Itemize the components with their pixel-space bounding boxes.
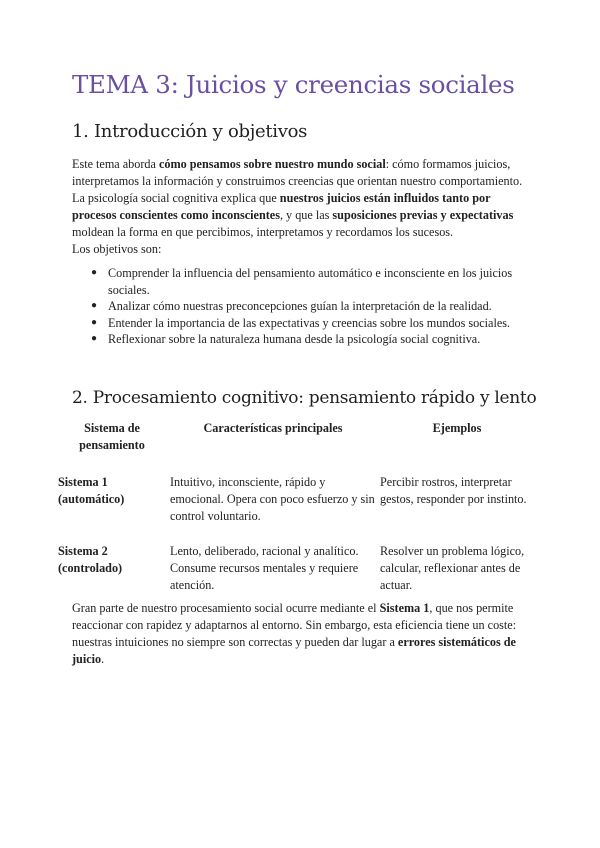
column-header: Características principales xyxy=(203,421,343,435)
features-cell: Lento, deliberado, racional y analítico. Consume recursos mentales y requiere atención. xyxy=(170,544,359,592)
table-header-row xyxy=(56,420,536,474)
examples-cell: Percibir rostros, interpretar gestos, responder por instinto. xyxy=(380,475,527,506)
intro-paragraph-1: Este tema aborda cómo pensamos sobre nuestro mundo social: cómo formamos juicios, interpretamos la información y construimos creencias que orientan nuestro comportamiento. xyxy=(72,157,523,188)
section-heading-procesamiento: 2. Procesamiento cognitivo: pensamiento rápido y lento xyxy=(72,388,537,408)
closing-paragraph: Gran parte de nuestro procesamiento social ocurre mediante el Sistema 1, que nos permite reaccionar con rapidez y adaptarnos al entorno. Sin embargo, esta eficiencia tiene un coste: nuestras intuiciones no siempre son correctas y pueden dar lugar a errores sistemáticos de juicio. xyxy=(72,601,517,667)
examples-cell: Resolver un problema lógico, calcular, reflexionar antes de actuar. xyxy=(380,544,525,592)
table-row xyxy=(56,474,536,543)
bullet-icon: ● xyxy=(91,300,98,311)
thinking-systems-table xyxy=(56,420,536,612)
bullet-icon: ● xyxy=(91,316,98,328)
system-cell: Sistema 2 (controlado) xyxy=(58,544,123,575)
bullet-icon: ● xyxy=(91,267,98,278)
bullet-icon: ● xyxy=(91,333,98,344)
features-cell: Intuitivo, inconsciente, rápido y emocional. Opera con poco esfuerzo y sin control voluntario. xyxy=(170,475,375,523)
intro-text xyxy=(72,156,534,258)
list-item: ● Analizar cómo nuestras preconcepciones guían la interpretación de la realidad. xyxy=(91,299,492,313)
list-item: ● Entender la importancia de las expectativas y creencias sobre los mundos sociales. xyxy=(91,315,511,330)
objectives-list xyxy=(91,265,527,348)
list-item: ● Comprender la influencia del pensamiento automático e inconsciente en los juicios sociales. xyxy=(91,266,513,297)
intro-paragraph-2: La psicología social cognitiva explica que nuestros juicios están influidos tanto por procesos conscientes como inconscientes, y que las suposiciones previas y expectativas moldean la forma en que percibimos, interpretamos y recordamos los sucesos. xyxy=(72,191,514,239)
section-heading-introduccion: 1. Introducción y objetivos xyxy=(72,121,308,142)
column-header: Sistema de pensamiento xyxy=(79,421,145,452)
intro-paragraph-3: Los objetivos son: xyxy=(72,242,162,256)
system-cell: Sistema 1 (automático) xyxy=(58,475,125,506)
column-header: Ejemplos xyxy=(432,421,482,435)
list-item: ● Reflexionar sobre la naturaleza humana desde la psicología social cognitiva. xyxy=(91,332,481,346)
document-title: TEMA 3: Juicios y creencias sociales xyxy=(72,70,515,99)
